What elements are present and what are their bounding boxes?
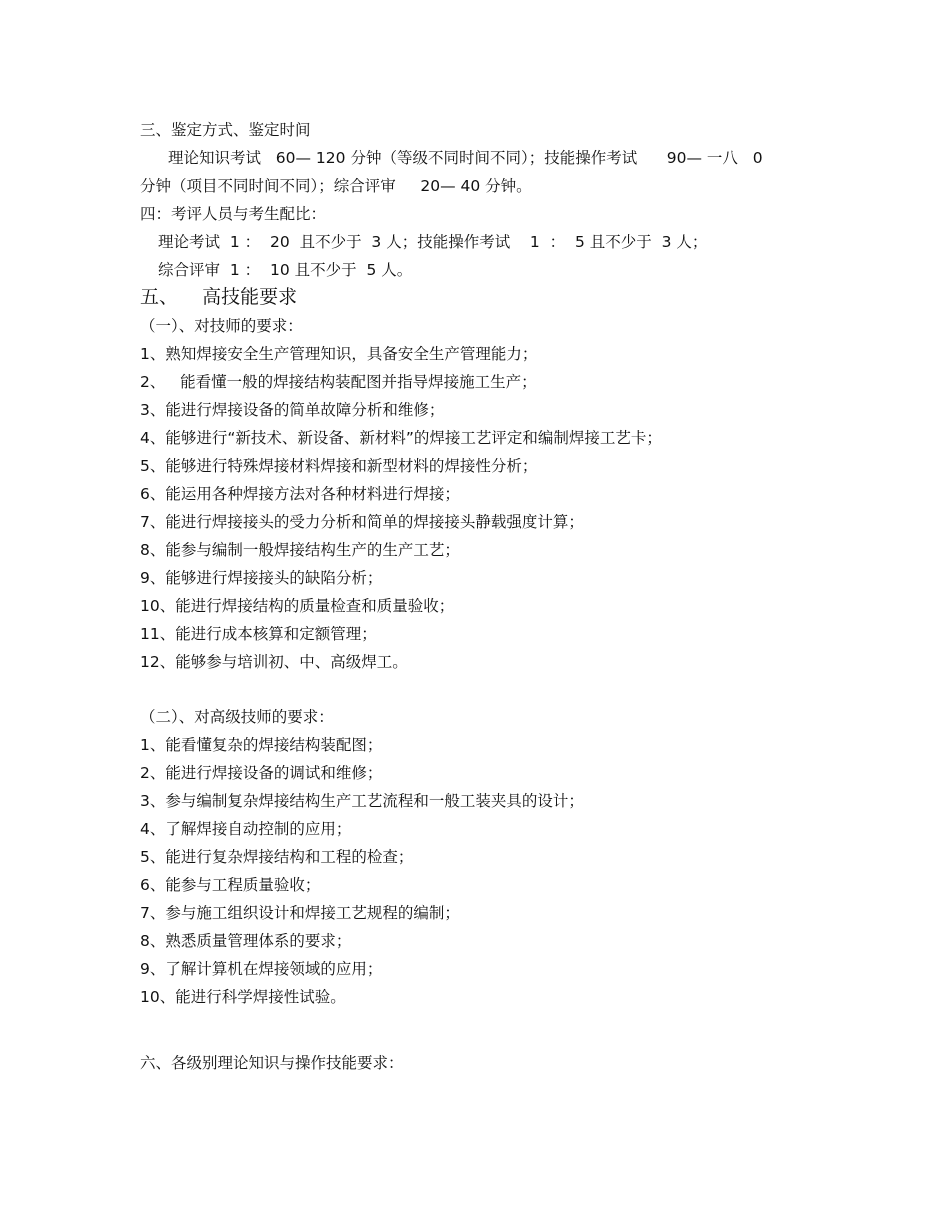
section4-line2: 综合评审 1 ： 10 且不少于 5 人。 xyxy=(158,261,413,279)
list-item: 12、能够参与培训初、中、高级焊工。 xyxy=(140,653,408,671)
list-item: 4、了解焊接自动控制的应用； xyxy=(140,820,352,838)
section5-heading: 五、 高技能要求 xyxy=(140,286,298,308)
list-item: 6、能运用各种焊接方法对各种材料进行焊接； xyxy=(140,485,460,503)
section6-heading: 六、各级别理论知识与操作技能要求： xyxy=(140,1054,404,1072)
list-item: 4、能够进行“新技术、新设备、新材料”的焊接工艺评定和编制焊接工艺卡； xyxy=(140,429,662,447)
sub1-heading: （一）、对技师的要求： xyxy=(140,317,303,335)
list-item: 7、参与施工组织设计和焊接工艺规程的编制； xyxy=(140,904,460,922)
list-item: 10、能进行科学焊接性试验。 xyxy=(140,988,346,1006)
list-item: 3、参与编制复杂焊接结构生产工艺流程和一般工装夹具的设计； xyxy=(140,792,584,810)
list-item: 3、能进行焊接设备的简单故障分析和维修； xyxy=(140,401,445,419)
list-item: 11、能进行成本核算和定额管理； xyxy=(140,625,377,643)
list-item: 8、能参与编制一般焊接结构生产的生产工艺； xyxy=(140,541,460,559)
section3-heading: 三、鉴定方式、鉴定时间 xyxy=(140,121,311,139)
list-item: 8、熟悉质量管理体系的要求； xyxy=(140,932,352,950)
list-item: 10、能进行焊接结构的质量检查和质量验收； xyxy=(140,597,455,615)
list-item: 7、能进行焊接接头的受力分析和简单的焊接接头静载强度计算； xyxy=(140,513,584,531)
sub2-heading: （二）、对高级技师的要求： xyxy=(140,708,334,726)
section3-line2: 分钟（项目不同时间不同）；综合评审 20— 40 分钟。 xyxy=(140,177,532,195)
section4-heading: 四：考评人员与考生配比： xyxy=(140,205,327,223)
list-item: 2、能进行焊接设备的调试和维修； xyxy=(140,764,383,782)
list-item: 1、能看懂复杂的焊接结构装配图； xyxy=(140,736,383,754)
section3-line1: 理论知识考试 60— 120 分钟（等级不同时间不同）；技能操作考试 90— 一八 0 xyxy=(168,149,763,167)
list-item: 6、能参与工程质量验收； xyxy=(140,876,321,894)
section4-line1: 理论考试 1 ： 20 且不少于 3 人；技能操作考试 1 ： 5 且不少于 3 人； xyxy=(158,233,708,251)
list-item: 5、能进行复杂焊接结构和工程的检查； xyxy=(140,848,414,866)
list-item: 1、熟知焊接安全生产管理知识，具备安全生产管理能力； xyxy=(140,345,538,363)
list-item: 9、了解计算机在焊接领域的应用； xyxy=(140,960,383,978)
list-item: 2、 能看懂一般的焊接结构装配图并指导焊接施工生产； xyxy=(140,373,537,391)
list-item: 5、能够进行特殊焊接材料焊接和新型材料的焊接性分析； xyxy=(140,457,538,475)
list-item: 9、能够进行焊接接头的缺陷分析； xyxy=(140,569,383,587)
